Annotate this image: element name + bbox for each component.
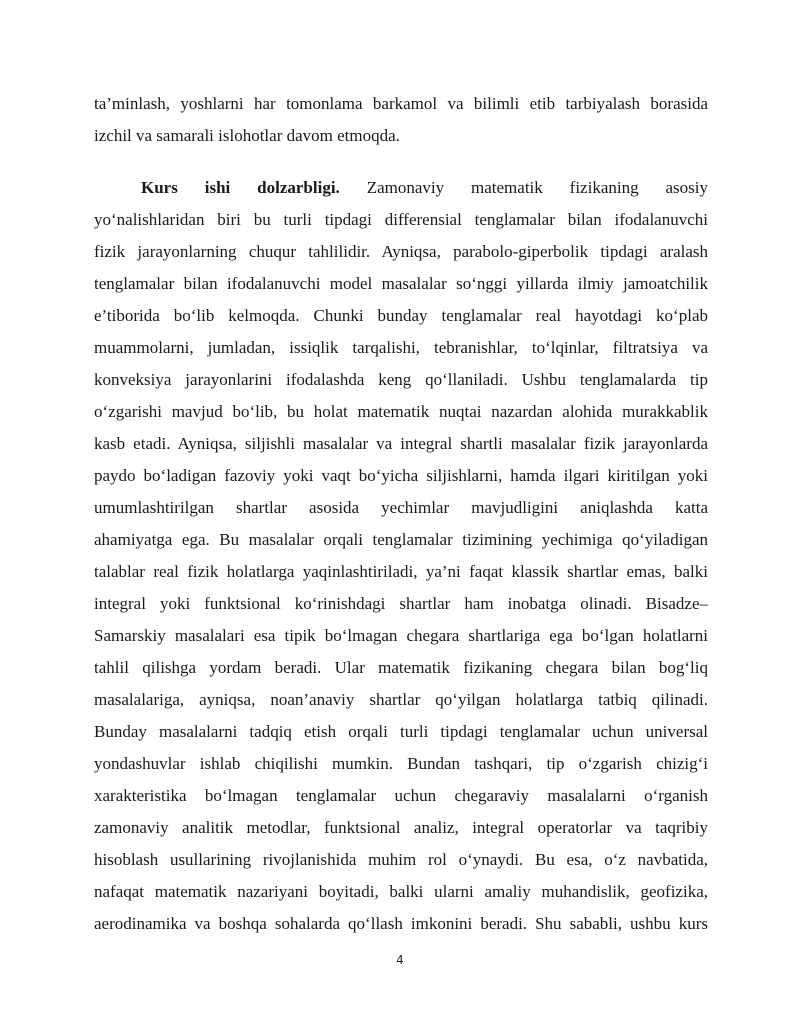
- text-line: konveksiya jarayonlarini ifodalashda keng qo‘llaniladi. Ushbu tenglamalarda tip: [94, 370, 708, 389]
- text-line: yo‘nalishlaridan biri bu turli tipdagi differensial tenglamalar bilan ifodalanuvchi: [94, 210, 708, 229]
- text-line: Samarskiy masalalari esa tipik bo‘lmagan chegara shartlariga ega bo‘lgan holatlarni: [94, 626, 708, 645]
- text-line: o‘zgarishi mavjud bo‘lib, bu holat matematik nuqtai nazardan alohida murakkablik: [94, 402, 708, 421]
- text-line: masalalariga, ayniqsa, noan’anaviy shartlar qo‘yilgan holatlarga tatbiq qilinadi.: [94, 690, 708, 709]
- text-line: ahamiyatga ega. Bu masalalar orqali tenglamalar tizimining yechimiga qo‘yiladigan: [94, 530, 708, 549]
- text-line: tahlil qilishga yordam beradi. Ular matematik fizikaning chegara bilan bog‘liq: [94, 658, 708, 677]
- text-line: talablar real fizik holatlarga yaqinlashtiriladi, ya’ni faqat klassik shartlar emas, balki: [94, 562, 708, 581]
- text-line: e’tiborida bo‘lib kelmoqda. Chunki bunday tenglamalar real hayotdagi ko‘plab: [94, 306, 708, 325]
- section-heading: Kurs ishi dolzarbligi.: [141, 178, 340, 197]
- text-line: xarakteristika bo‘lmagan tenglamalar uchun chegaraviy masalalarni o‘rganish: [94, 786, 708, 805]
- text-line: fizik jarayonlarning chuqur tahlilidir. Ayniqsa, parabolo-giperbolik tipdagi aralash: [94, 242, 708, 261]
- text-line: hisoblash usullarining rivojlanishida muhim rol o‘ynaydi. Bu esa, o‘z navbatida,: [94, 850, 708, 869]
- page-number: 4: [396, 953, 404, 967]
- text-line: aerodinamika va boshqa sohalarda qo‘llash imkonini beradi. Shu sababli, ushbu kurs: [94, 914, 708, 933]
- text-line: kasb etadi. Ayniqsa, siljishli masalalar va integral shartli masalalar fizik jarayonlarda: [94, 434, 708, 453]
- text-line: Bunday masalalarni tadqiq etish orqali turli tipdagi tenglamalar uchun universal: [94, 722, 708, 741]
- text-span: Zamonaviy matematik fizikaning asosiy: [366, 178, 708, 197]
- text-line: umumlashtirilgan shartlar asosida yechimlar mavjudligini aniqlashda katta: [94, 498, 708, 517]
- text-line: nafaqat matematik nazariyani boyitadi, balki ularni amaliy muhandislik, geofizika,: [94, 882, 708, 901]
- paragraph-first-line: [141, 176, 708, 200]
- text-line: ta’minlash, yoshlarni har tomonlama barkamol va bilimli etib tarbiyalash borasida: [94, 94, 708, 113]
- text-line: muammolarni, jumladan, issiqlik tarqalishi, tebranishlar, to‘lqinlar, filtratsiya va: [94, 338, 708, 357]
- text-line: integral yoki funktsional ko‘rinishdagi shartlar ham inobatga olinadi. Bisadze–: [94, 594, 708, 613]
- text-line: zamonaviy analitik metodlar, funktsional analiz, integral operatorlar va taqribiy: [94, 818, 708, 837]
- text-line: paydo bo‘ladigan fazoviy yoki vaqt bo‘yicha siljishlarni, hamda ilgari kiritilgan yoki: [94, 466, 708, 485]
- text-line: yondashuvlar ishlab chiqilishi mumkin. Bundan tashqari, tip o‘zgarish chizig‘i: [94, 754, 708, 773]
- text-line: izchil va samarali islohotlar davom etmoqda.: [94, 126, 400, 145]
- text-line: tenglamalar bilan ifodalanuvchi model masalalar so‘nggi yillarda ilmiy jamoatchilik: [94, 274, 708, 293]
